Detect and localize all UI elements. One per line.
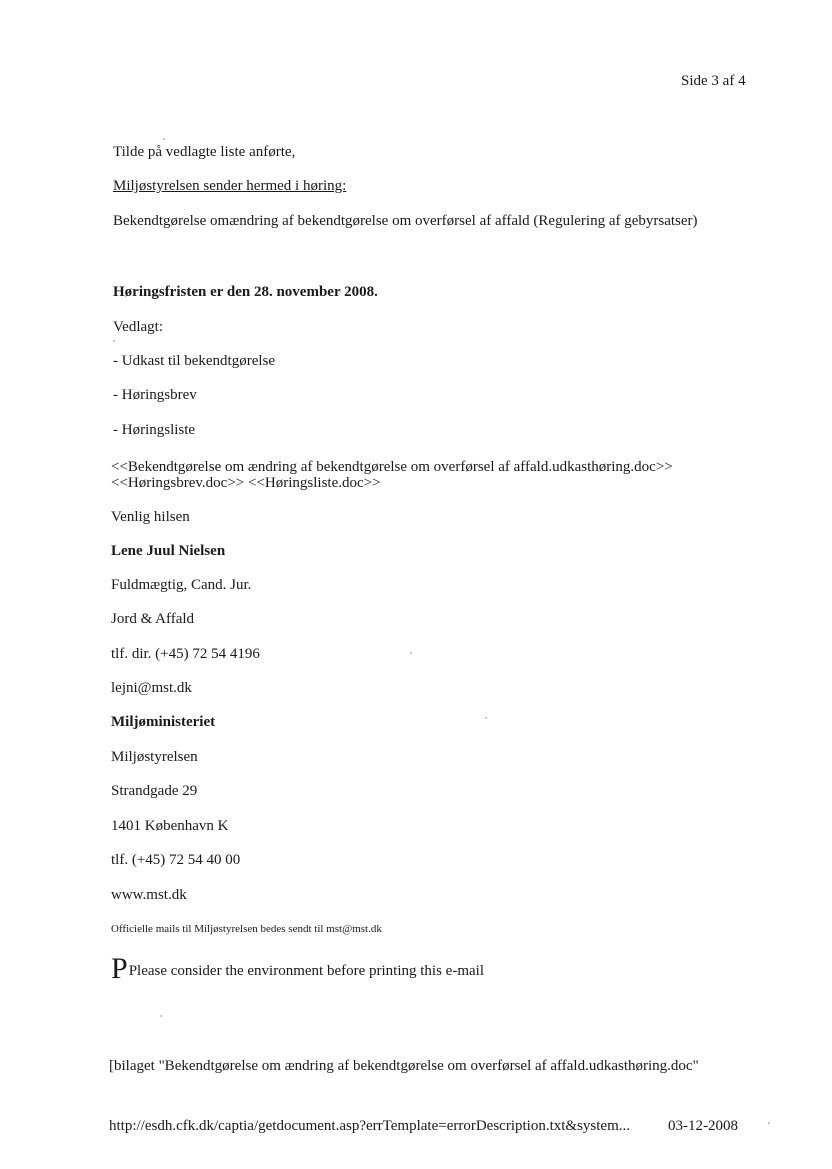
sender-line: Miljøstyrelsen sender hermed i høring: [113, 178, 347, 194]
attached-label: Vedlagt: [113, 319, 163, 335]
file-references-line-1: <<Bekendtgørelse om ændring af bekendtgørelse om overførsel af affald.udkasthøring.doc>> [111, 459, 673, 475]
scan-speck [410, 652, 412, 654]
attachment-item: - Udkast til bekendtgørelse [113, 353, 276, 369]
ministry: Miljøministeriet [111, 714, 216, 730]
scan-speck [163, 138, 165, 140]
phone: tlf. (+45) 72 54 40 00 [111, 852, 241, 868]
file-references-line-2: <<Høringsbrev.doc>> <<Høringsliste.doc>> [111, 475, 381, 491]
scan-speck [485, 717, 487, 719]
signer-title: Fuldmægtig, Cand. Jur. [111, 577, 252, 593]
closing: Venlig hilsen [111, 509, 190, 525]
phone-direct: tlf. dir. (+45) 72 54 4196 [111, 646, 260, 662]
department: Jord & Affald [111, 611, 195, 627]
subject-line: Bekendtgørelse omændring af bekendtgørelse om overførsel af affald (Regulering af gebyrsatser) [113, 213, 698, 229]
attachment-item: - Høringsliste [113, 422, 196, 438]
official-mail-note: Officielle mails til Miljøstyrelsen bedes sendt til mst@mst.dk [111, 923, 382, 935]
signer-name: Lene Juul Nielsen [111, 543, 226, 559]
scan-speck [160, 1015, 162, 1017]
footer-url: http://esdh.cfk.dk/captia/getdocument.asp?errTemplate=errorDescription.txt&system... [109, 1118, 631, 1134]
footer-date: 03-12-2008 [668, 1118, 738, 1134]
page-number: Side 3 af 4 [681, 73, 746, 89]
scan-speck [113, 340, 115, 342]
city: 1401 København K [111, 818, 229, 834]
email: lejni@mst.dk [111, 680, 192, 696]
environment-icon: P [111, 952, 128, 985]
attachment-note: [bilaget "Bekendtgørelse om ændring af bekendtgørelse om overførsel af affald.udkasthøring.doc" [109, 1058, 699, 1074]
agency: Miljøstyrelsen [111, 749, 198, 765]
environment-note [111, 954, 484, 986]
environment-note-text: Please consider the environment before printing this e-mail [128, 963, 484, 979]
attachment-item: - Høringsbrev [113, 387, 197, 403]
greeting: Tilde på vedlagte liste anførte, [113, 144, 296, 160]
deadline: Høringsfristen er den 28. november 2008. [113, 284, 378, 300]
scan-speck [768, 1122, 770, 1124]
website: www.mst.dk [111, 887, 187, 903]
street-address: Strandgade 29 [111, 783, 198, 799]
